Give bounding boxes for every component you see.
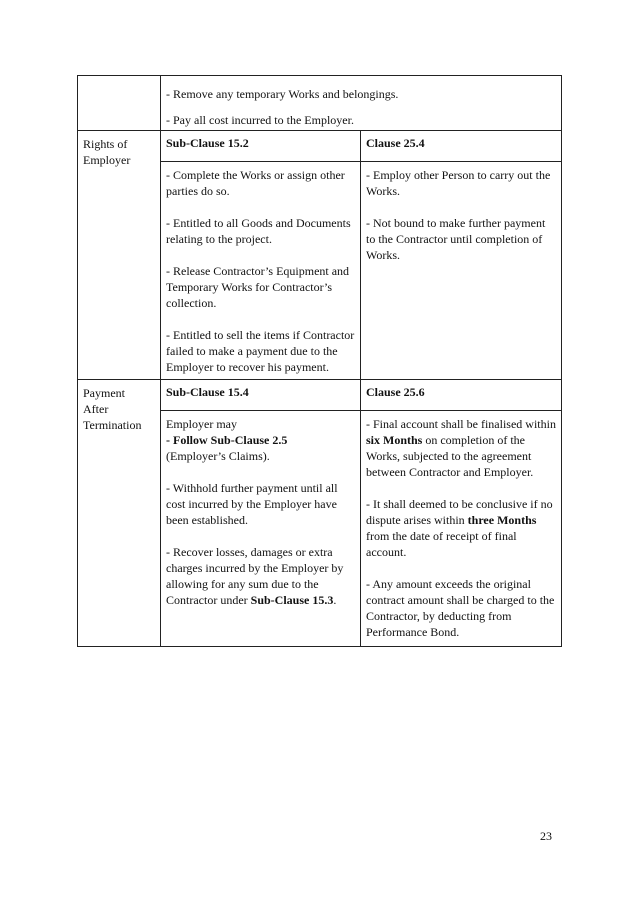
rights-fidic-cell xyxy=(161,162,361,380)
list-item: - Follow Sub-Clause 2.5 (Employer’s Claims). xyxy=(166,433,288,463)
list-item: - Entitled to all Goods and Documents relating to the project. xyxy=(166,216,351,246)
intro-text: Employer may xyxy=(166,417,237,431)
list-item: - Final account shall be finalised within six Months on completion of the Works, subjected to the agreement between Contractor and Employer. xyxy=(366,417,556,479)
column-header-clause-25-6: Clause 25.6 xyxy=(361,380,562,411)
list-item: - Not bound to make further payment to the Contractor until completion of Works. xyxy=(366,216,546,262)
table-row xyxy=(78,131,562,162)
list-item: - Withhold further payment until all cost incurred by the Employer have been established. xyxy=(166,481,338,527)
column-header-clause-25-4: Clause 25.4 xyxy=(361,131,562,162)
list-item: - Employ other Person to carry out the Works. xyxy=(366,168,551,198)
obligations-cell xyxy=(161,76,562,131)
rights-pam-cell xyxy=(361,162,562,380)
table-row xyxy=(78,380,562,411)
list-item: - Entitled to sell the items if Contractor failed to make a payment due to the Employer to recover his payment. xyxy=(166,328,355,374)
table-row xyxy=(78,76,562,131)
payment-pam-cell xyxy=(361,411,562,647)
payment-fidic-cell xyxy=(161,411,361,647)
list-item: - Recover losses, damages or extra charges incurred by the Employer by allowing for any sum due to the Contractor under Sub-Clause 15.3. xyxy=(166,545,344,607)
row-label-payment: Payment After Termination xyxy=(78,380,161,647)
list-item: - It shall deemed to be conclusive if no dispute arises within three Months from the date of receipt of final account. xyxy=(366,497,553,559)
list-item: - Pay all cost incurred to the Employer. xyxy=(166,113,354,127)
list-item: - Any amount exceeds the original contract amount shall be charged to the Contractor, by deducting from Performance Bond. xyxy=(366,577,555,639)
empty-label-cell xyxy=(78,76,161,131)
list-item: - Release Contractor’s Equipment and Temporary Works for Contractor’s collection. xyxy=(166,264,350,310)
clause-comparison-table xyxy=(77,75,562,647)
page-number: 23 xyxy=(540,829,552,843)
row-label-rights: Rights of Employer xyxy=(78,131,161,380)
column-header-sub-clause-15-2: Sub-Clause 15.2 xyxy=(161,131,361,162)
column-header-sub-clause-15-4: Sub-Clause 15.4 xyxy=(161,380,361,411)
list-item: - Remove any temporary Works and belongings. xyxy=(166,87,399,101)
list-item: - Complete the Works or assign other parties do so. xyxy=(166,168,345,198)
